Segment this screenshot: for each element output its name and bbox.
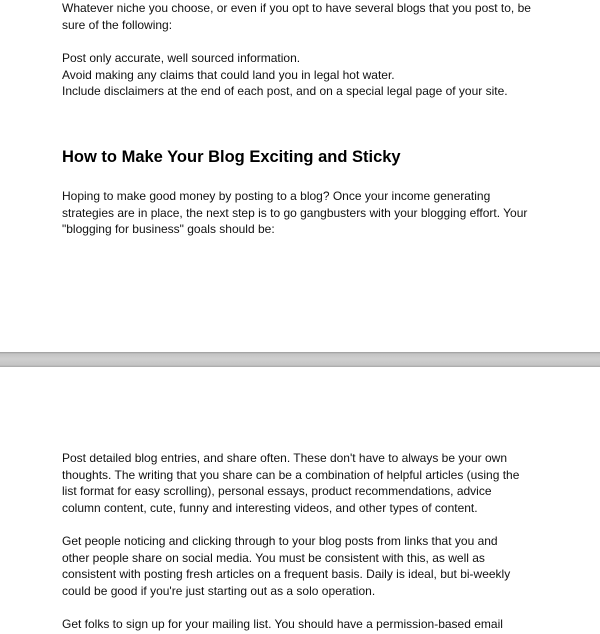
- text-line: Post detailed blog entries, and share often. These don't have to always be your own: [62, 451, 508, 465]
- section-heading: How to Make Your Blog Exciting and Sticky: [62, 148, 401, 166]
- text-line: Hoping to make good money by posting to a blog? Once your income generating: [62, 189, 491, 203]
- text-line: thoughts. The writing that you share can be a combination of helpful articles (using the: [62, 467, 520, 482]
- body-paragraph: [62, 188, 562, 238]
- paragraph-3: [62, 616, 562, 633]
- text-line: Get people noticing and clicking through to your blog posts from links that you and: [62, 534, 498, 548]
- intro-paragraph: [62, 0, 562, 33]
- text-line: Whatever niche you choose, or even if you opt to have several blogs that you post to, be: [62, 1, 531, 15]
- rule-item: Include disclaimers at the end of each post, and on a special legal page of your site.: [62, 84, 508, 99]
- text-line: column content, cute, funny and interesting videos, and other types of content.: [62, 500, 478, 515]
- text-line: other people share on social media. You must be consistent with this, as well as: [62, 550, 485, 565]
- rules-list: [62, 50, 562, 100]
- text-line: consistent with posting fresh articles on a frequent basis. Daily is ideal, but bi-weekly: [62, 567, 511, 582]
- text-line: list format for easy scrolling), personal essays, product recommendations, advice: [62, 484, 492, 499]
- text-line: could be good if you're just starting out as a solo operation.: [62, 583, 376, 598]
- text-line: strategies are in place, the next step is to go gangbusters with your blogging effort. Your: [62, 205, 528, 220]
- rule-item: Avoid making any claims that could land you in legal hot water.: [62, 67, 395, 82]
- text-line: sure of the following:: [62, 17, 173, 32]
- text-line: "blogging for business" goals should be:: [62, 222, 275, 237]
- document-page-2: [0, 367, 600, 634]
- paragraph-1: [62, 450, 562, 516]
- paragraph-2: [62, 533, 562, 599]
- page-separator: [0, 352, 600, 367]
- rule-item: Post only accurate, well sourced information.: [62, 51, 301, 65]
- text-line: Get folks to sign up for your mailing list. You should have a permission-based email: [62, 617, 503, 631]
